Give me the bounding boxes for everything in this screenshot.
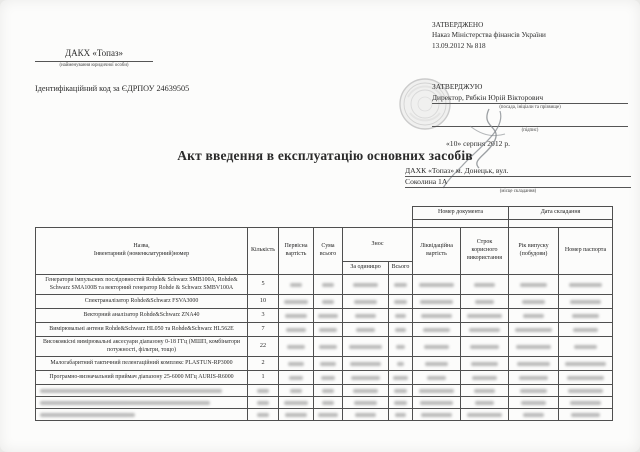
redacted-value — [522, 300, 546, 304]
redacted-value — [470, 345, 499, 349]
document-title: Акт введення в експлуатацію основних засобів — [177, 148, 473, 163]
wear-per-unit-cell — [343, 275, 389, 295]
redacted-value — [318, 413, 338, 417]
year-of-issue-cell — [509, 371, 559, 385]
wear-total-cell — [389, 337, 413, 357]
redacted-value — [353, 283, 378, 287]
asset-name-cell — [36, 397, 248, 409]
header-initial-cost: Первісна вартість — [279, 228, 314, 275]
liquidation-cost-cell — [413, 357, 461, 371]
redacted-value — [475, 300, 493, 304]
liquidation-cost-cell — [413, 295, 461, 309]
redacted-value — [284, 300, 308, 304]
liquidation-cost-cell — [413, 337, 461, 357]
organization-name: ДАКХ «Топаз» — [35, 48, 153, 62]
organization-name-caption: (найменування юридичної особи) — [59, 63, 129, 68]
header-useful-life: Строк корисного використання — [461, 228, 509, 275]
liquidation-cost-cell — [413, 371, 461, 385]
redacted-value — [419, 283, 454, 287]
useful-life-cell — [461, 357, 509, 371]
redacted-value — [394, 401, 407, 405]
approval-date: «10» серпня 2012 р. — [446, 139, 511, 148]
year-of-issue-cell — [509, 295, 559, 309]
wear-per-unit-cell — [343, 409, 389, 421]
redacted-value — [319, 328, 337, 332]
redacted-value — [421, 413, 452, 417]
initial-cost-cell — [279, 357, 314, 371]
total-sum-cell — [314, 409, 343, 421]
passport-number-cell — [559, 371, 613, 385]
year-of-issue-cell — [509, 357, 559, 371]
passport-number-cell — [559, 275, 613, 295]
wear-total-cell — [389, 409, 413, 421]
redacted-value — [287, 345, 305, 349]
redacted-value — [567, 376, 604, 380]
redacted-value — [395, 328, 405, 332]
approval-person: Директор, Рябкін Юрій Вікторович — [432, 93, 628, 104]
liquidation-cost-cell — [413, 397, 461, 409]
year-of-issue-cell — [509, 337, 559, 357]
redacted-value — [257, 413, 269, 417]
initial-cost-cell — [279, 275, 314, 295]
redacted-value — [570, 401, 601, 405]
redacted-value — [319, 345, 336, 349]
redacted-value — [427, 376, 447, 380]
redacted-value — [572, 314, 600, 318]
redacted-value — [467, 413, 502, 417]
table-row — [36, 337, 613, 357]
approval-block — [432, 82, 628, 148]
approved-order-line: Наказ Міністерства фінансів України — [432, 31, 546, 40]
date-compiled-value-cell — [509, 220, 613, 228]
doc-number-value-cell — [413, 220, 509, 228]
wear-total-cell — [389, 323, 413, 337]
redacted-value — [570, 300, 601, 304]
asset-name-cell: Векторний аналізатор Rohde&Schwarz ZNA40 — [36, 309, 248, 323]
redacted-value — [356, 328, 374, 332]
redacted-value — [351, 376, 379, 380]
initial-cost-cell — [279, 309, 314, 323]
header-name — [36, 228, 248, 275]
redacted-value — [474, 283, 495, 287]
redacted-value — [40, 401, 210, 405]
wear-total-cell — [389, 357, 413, 371]
initial-cost-cell — [279, 295, 314, 309]
total-sum-cell — [314, 357, 343, 371]
redacted-value — [394, 300, 407, 304]
redacted-value — [573, 328, 598, 332]
approved-order-date: 13.09.2012 № 818 — [432, 41, 486, 50]
header-name-line2: Інвентарний (номенклатурний)номер — [93, 251, 190, 257]
asset-name-cell: Високоякісні вимірювальні аксесуари діапазону 0-18 ГГц (МШП, комбінатори потужності, фільтри, тощо) — [36, 337, 248, 357]
passport-number-cell — [559, 295, 613, 309]
redacted-value — [350, 362, 381, 366]
wear-total-cell — [389, 385, 413, 397]
asset-qty-cell: 7 — [248, 323, 279, 337]
wear-per-unit-cell — [343, 295, 389, 309]
asset-qty-cell: 22 — [248, 337, 279, 357]
wear-total-cell — [389, 295, 413, 309]
asset-qty-cell — [248, 385, 279, 397]
total-sum-cell — [314, 337, 343, 357]
liquidation-cost-cell — [413, 385, 461, 397]
redacted-value — [257, 401, 269, 405]
asset-name-cell: Програмно-визначальний приймач діапазону 25-6000 МГц AURIS-R6000 — [36, 371, 248, 385]
table-row — [36, 309, 613, 323]
asset-name-cell: Малогабаритний тактичний пеленгаційний комплекс PLASTUN-RP3000 — [36, 357, 248, 371]
redacted-value — [474, 389, 496, 393]
redacted-value — [322, 389, 335, 393]
redacted-value — [519, 376, 549, 380]
redacted-value — [419, 389, 455, 393]
wear-per-unit-cell — [343, 337, 389, 357]
year-of-issue-cell — [509, 409, 559, 421]
useful-life-cell — [461, 295, 509, 309]
useful-life-cell — [461, 337, 509, 357]
redacted-value — [355, 413, 376, 417]
wear-per-unit-cell — [343, 371, 389, 385]
redacted-value — [322, 401, 333, 405]
useful-life-cell — [461, 371, 509, 385]
redacted-value — [424, 345, 449, 349]
useful-life-cell — [461, 323, 509, 337]
wear-per-unit-cell — [343, 397, 389, 409]
redacted-value — [285, 314, 307, 318]
asset-name-cell — [36, 409, 248, 421]
passport-number-cell — [559, 409, 613, 421]
redacted-value — [40, 389, 222, 393]
redacted-value — [349, 345, 382, 349]
wear-total-cell — [389, 397, 413, 409]
redacted-value — [284, 401, 308, 405]
redacted-value — [289, 376, 304, 380]
redacted-value — [517, 362, 549, 366]
total-sum-cell — [314, 275, 343, 295]
table-row — [36, 275, 613, 295]
total-sum-cell — [314, 397, 343, 409]
place-caption: (місце складання) — [499, 189, 537, 194]
passport-number-cell — [559, 385, 613, 397]
header-name-line1: Назва, — [133, 243, 150, 250]
asset-qty-cell: 1 — [248, 371, 279, 385]
year-of-issue-cell — [509, 397, 559, 409]
redacted-value — [394, 389, 408, 393]
year-of-issue-cell — [509, 275, 559, 295]
asset-qty-cell: 2 — [248, 357, 279, 371]
table-row — [36, 385, 613, 397]
redacted-value — [471, 362, 498, 366]
redacted-value — [288, 362, 305, 366]
redacted-value — [568, 389, 602, 393]
approved-order-block — [432, 20, 632, 51]
upper-header-row — [36, 207, 613, 220]
table-row — [36, 371, 613, 385]
redacted-value — [318, 314, 338, 318]
wear-per-unit-cell — [343, 357, 389, 371]
total-sum-cell — [314, 323, 343, 337]
redacted-value — [475, 401, 494, 405]
asset-qty-cell — [248, 409, 279, 421]
redacted-value — [290, 283, 303, 287]
redacted-value — [396, 345, 405, 349]
wear-per-unit-cell — [343, 309, 389, 323]
header-passport-number: Номер паспорта — [559, 228, 613, 275]
organization-block — [35, 48, 153, 68]
upper-header-spacer — [36, 207, 413, 228]
redacted-value — [523, 314, 544, 318]
redacted-value — [423, 328, 451, 332]
redacted-value — [421, 314, 451, 318]
initial-cost-cell — [279, 337, 314, 357]
redacted-value — [257, 389, 269, 393]
place-line-2: Соколина 1А — [405, 177, 631, 188]
total-sum-cell — [314, 309, 343, 323]
useful-life-cell — [461, 409, 509, 421]
wear-total-cell — [389, 309, 413, 323]
passport-number-cell — [559, 337, 613, 357]
useful-life-cell — [461, 309, 509, 323]
passport-number-cell — [559, 357, 613, 371]
total-sum-cell — [314, 371, 343, 385]
liquidation-cost-cell — [413, 323, 461, 337]
initial-cost-cell — [279, 397, 314, 409]
signature-line — [432, 110, 628, 127]
year-of-issue-cell — [509, 323, 559, 337]
redacted-value — [569, 283, 603, 287]
table-row — [36, 397, 613, 409]
redacted-value — [420, 300, 453, 304]
place-line-1: ДАХК «Топаз» м. Донецьк, вул. — [405, 166, 631, 177]
total-sum-cell — [314, 385, 343, 397]
redacted-value — [321, 376, 335, 380]
redacted-value — [516, 345, 551, 349]
header-wear: Знос — [343, 228, 413, 262]
redacted-value — [521, 401, 545, 405]
header-doc-number: Номер документа — [413, 207, 509, 220]
year-of-issue-cell — [509, 385, 559, 397]
asset-name-cell: Спектраналізатор Rohde&Schwarz FSVA3000 — [36, 295, 248, 309]
redacted-value — [354, 300, 377, 304]
redacted-value — [285, 413, 307, 417]
initial-cost-cell — [279, 385, 314, 397]
header-qty: Кількість — [248, 228, 279, 275]
liquidation-cost-cell — [413, 275, 461, 295]
redacted-value — [420, 401, 453, 405]
redacted-value — [394, 283, 408, 287]
useful-life-cell — [461, 275, 509, 295]
header-date-compiled: Дата складання — [509, 207, 613, 220]
header-year-of-issue: Рік випуску (побудови) — [509, 228, 559, 275]
redacted-value — [425, 362, 447, 366]
initial-cost-cell — [279, 323, 314, 337]
main-header-row — [36, 228, 613, 262]
asset-name-cell: Генератори імпульсних послідовностей Rohde& Schwarz SMB100A, Rohde& Schwarz SMA100B та векторний генератор Rohde & Schwarz SMBV100A — [36, 275, 248, 295]
initial-cost-cell — [279, 371, 314, 385]
redacted-value — [472, 376, 496, 380]
redacted-value — [565, 362, 605, 366]
approved-label: ЗАТВЕРДЖЕНО — [432, 21, 484, 29]
redacted-value — [395, 413, 407, 417]
redacted-value — [469, 328, 501, 332]
redacted-value — [467, 314, 501, 318]
redacted-value — [520, 389, 547, 393]
redacted-value — [395, 314, 406, 318]
useful-life-cell — [461, 385, 509, 397]
redacted-value — [320, 362, 336, 366]
passport-number-cell — [559, 397, 613, 409]
redacted-value — [520, 283, 547, 287]
wear-per-unit-cell — [343, 385, 389, 397]
redacted-value — [290, 389, 303, 393]
wear-per-unit-cell — [343, 323, 389, 337]
redacted-value — [574, 345, 596, 349]
redacted-value — [286, 328, 306, 332]
edrpou-id-line: Ідентифікаційний код за ЄДРПОУ 24639505 — [35, 84, 190, 93]
table-row — [36, 323, 613, 337]
table-row — [36, 357, 613, 371]
approval-person-caption: (посада, ініціали та прізвище) — [499, 105, 561, 110]
asset-qty-cell: 10 — [248, 295, 279, 309]
approval-label: ЗАТВЕРДЖУЮ — [432, 82, 483, 91]
redacted-value — [397, 362, 405, 366]
redacted-value — [40, 413, 135, 417]
redacted-value — [355, 314, 376, 318]
place-block — [405, 166, 631, 194]
header-liquidation-cost: Ліквідаційна вартість — [413, 228, 461, 275]
header-wear-per-unit: За одиницю — [343, 262, 389, 275]
redacted-value — [523, 413, 545, 417]
passport-number-cell — [559, 309, 613, 323]
asset-qty-cell: 3 — [248, 309, 279, 323]
asset-qty-cell — [248, 397, 279, 409]
header-total-sum: Сума всього — [314, 228, 343, 275]
header-wear-total: Всього — [389, 262, 413, 275]
wear-total-cell — [389, 371, 413, 385]
passport-number-cell — [559, 323, 613, 337]
asset-qty-cell: 5 — [248, 275, 279, 295]
redacted-value — [571, 413, 599, 417]
redacted-value — [515, 328, 553, 332]
redacted-value — [393, 376, 408, 380]
wear-total-cell — [389, 275, 413, 295]
asset-name-cell — [36, 385, 248, 397]
redacted-value — [322, 300, 333, 304]
redacted-value — [353, 389, 379, 393]
useful-life-cell — [461, 397, 509, 409]
assets-table — [35, 206, 613, 421]
signature-caption: (підпис) — [521, 128, 539, 133]
total-sum-cell — [314, 295, 343, 309]
year-of-issue-cell — [509, 309, 559, 323]
redacted-value — [354, 401, 377, 405]
asset-name-cell: Вимірювальні антени Rohde&Schwarz HL050 та Rohde&Schwarz HL562E — [36, 323, 248, 337]
table-row — [36, 295, 613, 309]
redacted-value — [322, 283, 334, 287]
initial-cost-cell — [279, 409, 314, 421]
table-row — [36, 409, 613, 421]
liquidation-cost-cell — [413, 409, 461, 421]
liquidation-cost-cell — [413, 309, 461, 323]
